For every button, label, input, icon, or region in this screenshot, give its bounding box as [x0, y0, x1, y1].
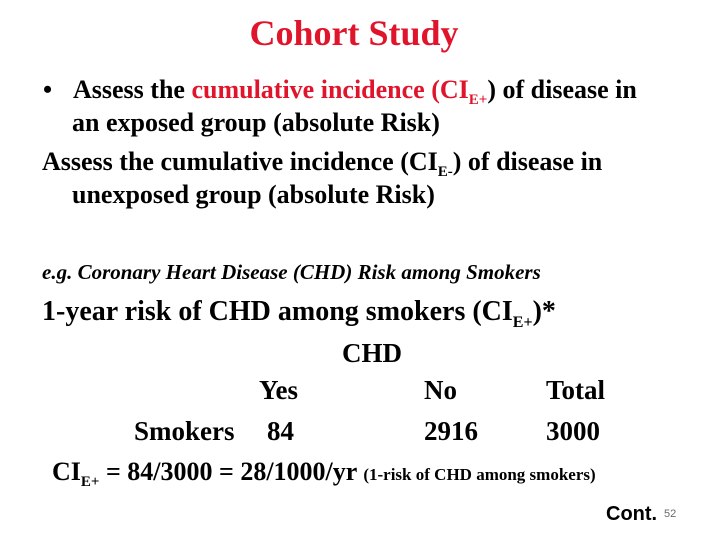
continued-label: Cont.: [606, 503, 658, 525]
exposed-subscript: E+: [468, 92, 488, 108]
table-col-header-yes: Yes: [259, 375, 298, 405]
table-row-label-smokers: Smokers: [134, 416, 235, 446]
table-outcome-header: CHD: [342, 338, 402, 368]
unexposed-subscript: E-: [437, 164, 453, 180]
line1-prefix: Assess the: [73, 75, 192, 104]
formula-prefix: CI: [52, 457, 81, 486]
bullet-line-exposed: [73, 75, 637, 108]
formula-note: (1-risk of CHD among smokers): [363, 465, 596, 484]
table-cell-total: 3000: [546, 416, 600, 446]
cumulative-incidence-term: cumulative incidence (CI: [191, 75, 469, 104]
bullet-icon: •: [43, 75, 53, 104]
table-cell-yes: 84: [267, 416, 294, 446]
risk-heading-subscript: E+: [512, 314, 533, 331]
page-number: 52: [664, 508, 677, 520]
table-col-header-no: No: [424, 375, 457, 405]
risk-heading: [42, 296, 556, 331]
risk-heading-suffix: )*: [532, 296, 556, 327]
line3-suffix: ) of disease in: [452, 147, 603, 176]
line1-suffix: ) of disease in: [487, 75, 637, 104]
risk-heading-prefix: 1-year risk of CHD among smokers (CI: [42, 296, 513, 327]
slide-title: Cohort Study: [249, 13, 459, 53]
example-heading: e.g. Coronary Heart Disease (CHD) Risk among Smokers: [42, 260, 541, 284]
line3-prefix: Assess the cumulative incidence (CI: [42, 147, 438, 176]
line-unexposed: [42, 147, 603, 180]
formula-subscript: E+: [80, 474, 100, 490]
line1-highlight: [191, 75, 488, 108]
formula-main: = 84/3000 = 28/1000/yr: [99, 457, 364, 486]
table-col-header-total: Total: [546, 375, 606, 405]
table-cell-no: 2916: [424, 416, 478, 446]
line-unexposed-continued: unexposed group (absolute Risk): [72, 180, 435, 209]
incidence-formula: [52, 457, 596, 490]
bullet-line-exposed-continued: an exposed group (absolute Risk): [72, 108, 440, 137]
